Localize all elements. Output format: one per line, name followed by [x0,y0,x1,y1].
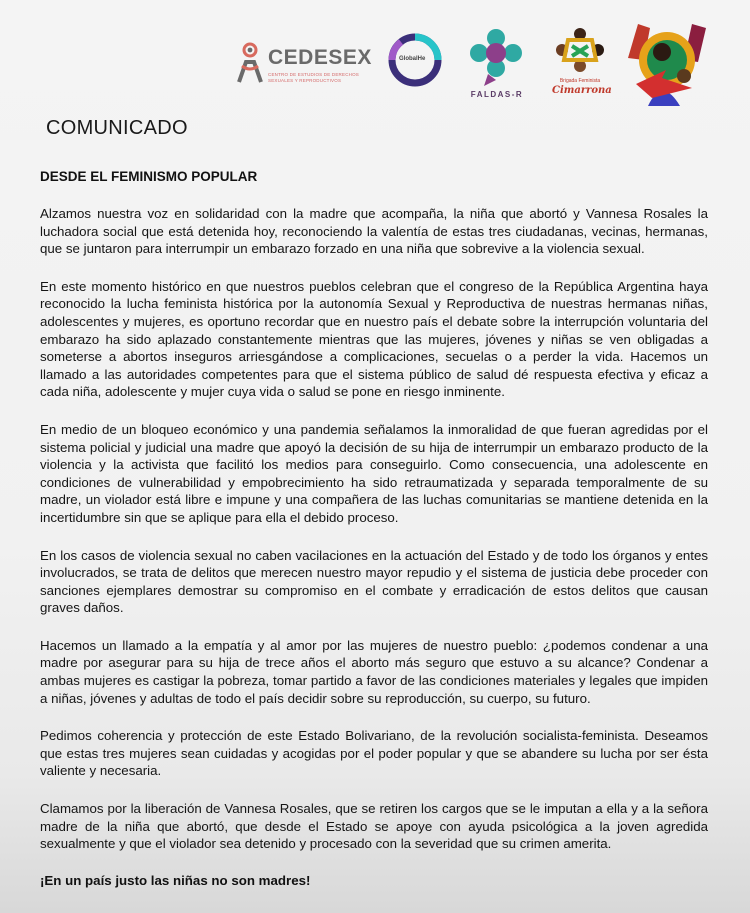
circle-logo [387,32,443,88]
cimarrona-wordmark: Cimarrona [552,85,612,96]
paragraph-2: En este momento histórico en que nuestros pueblos celebran que el congreso de la República Argentina haya reconocido la lucha feminista histórica por la autonomía Sexual y Reproductiva de nuestras hermanas niñas, adolescentes y mujeres, es oportuno recordar que en nuestro país el debate sobre la interrupción voluntaria del embarazo ha sido aplazado constantemente mientras que las mujeres, jóvenes y niñas se ven obligadas a someterse a abortos inseguros arriesgándose a complicaciones, secuelas o a perder la vida. Hacemos un llamado a las autoridades competentes para que el sistema público de salud dé respuesta efectiva y eficaz a cada niña, adolescente y mujer cuya vida o salud se pone en riesgo inminente. [40,278,708,400]
faldas-logo [466,26,526,100]
paragraph-5: Hacemos un llamado a la empatía y al amor por las mujeres de nuestro pueblo: ¿podemos condenar a una madre por asegurar para su hija de trece años el aborto más seguro que estuvo a su alcance? Condenar a ambas mujeres es castigar la pobreza, tomar partido a favor de las condiciones materiales y legales que impiden a niñas, jóvenes y adultas de todo el país decidir sobre su reproducción, su cuerpo, su futuro. [40,637,708,706]
paragraph-7: Clamamos por la liberación de Vannesa Rosales, que se retiren los cargos que se le imputan a ella y a la señora madre de la niña que abortó, que desde el Estado se apoye con ayuda psicológica a la joven agredida sexualmente y que el violador sea detenido y procesado con la severidad que su crimen amerita. [40,801,708,852]
circle-logo-text: GlobalHe [399,56,426,62]
document-subtitle: DESDE EL FEMINISMO POPULAR [40,169,258,184]
page-title: COMUNICADO [46,117,188,139]
cedesex-figure-icon [236,42,264,88]
logo-strip [230,18,720,108]
women-fists-logo [622,18,712,106]
faldas-wordmark: FALDAS-R [470,90,524,99]
cedesex-tagline: CENTRO DE ESTUDIOS DE DERECHOS SEXUALES Y REPRODUCTIVOS [268,72,360,83]
cimarrona-logo [552,26,612,100]
document-body [40,205,708,888]
faldas-swirl-icon [466,26,526,88]
paragraph-4: En los casos de violencia sexual no caben vacilaciones en la actuación del Estado y de todo los órganos y entes involucrados, se trata de delitos que merecen nuestro mayor repudio y el sistema de justicia debe proceder con sanciones ejemplares demostrar su compromiso en el combate y erradicación de estos delitos que causan graves daños. [40,547,708,616]
paragraph-3: En medio de un bloqueo económico y una pandemia señalamos la inmoralidad de que fueran agredidas por el sistema policial y judicial una madre que apoyó la decisión de su hija de interrumpir un embarazo producto de la violencia y la activista que facilitó los medios para conseguirlo. Como consecuencia, una adolescente en condiciones de vulnerabilidad y empobrecimiento ha sido retraumatizada y separada temporalmente de su madre, un violador está libre e impune y una compañera de las luchas comunitarias se mantiene detenida en la incertidumbre sin que se aplique para ella el debido proceso. [40,421,708,525]
cimarrona-subtitle: Brigada Feminista [559,78,601,84]
paragraph-1: Alzamos nuestra voz en solidaridad con la madre que acompaña, la niña que abortó y Vannesa Rosales la luchadora social que está detenida hoy, reconociendo la valentía de estas tres ciudadanas, vecinas, hermanas, que se juntaron para interrumpir un embarazo forzado en una niña que sobrevive a la violencia sexual. [40,206,708,257]
cedesex-wordmark: CEDESEX [268,46,372,69]
closing-slogan: ¡En un país justo las niñas no son madres! [40,872,311,888]
raised-fist-icon [622,18,712,106]
paragraph-6: Pedimos coherencia y protección de este Estado Bolivariano, de la revolución socialista-feminista. Deseamos que estas tres mujeres sean cuidadas y acogidas por el poder popular y que se abandere su lucha por ser ésta valiente y necesaria. [40,728,708,779]
women-circle-icon [552,26,608,78]
cedesex-logo [236,42,372,88]
